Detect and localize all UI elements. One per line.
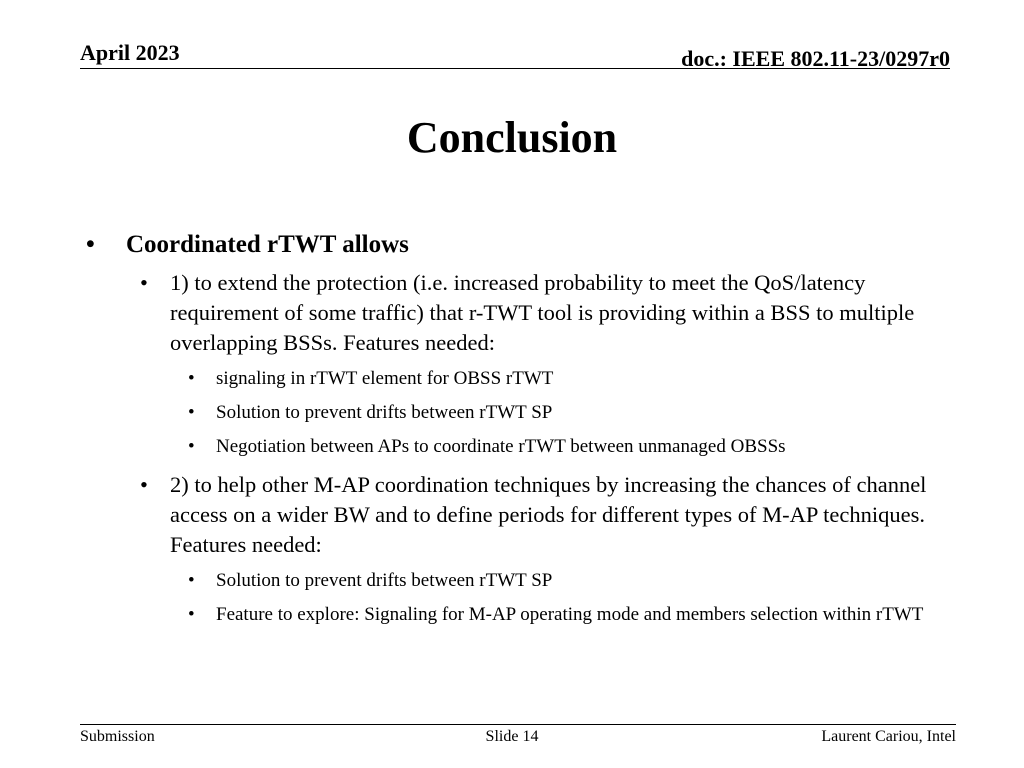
bullet-level3	[188, 568, 946, 594]
bullet-text: signaling in rTWT element for OBSS rTWT	[216, 368, 554, 389]
bullet-dot-icon: •	[140, 270, 148, 295]
slide-content	[86, 228, 946, 628]
bullet-text: Coordinated rTWT allows	[126, 231, 409, 258]
bullet-text: Solution to prevent drifts between rTWT SP	[216, 402, 553, 423]
footer-slide-number: Slide 14	[485, 728, 539, 745]
bullet-dot-icon: •	[188, 402, 195, 423]
bullet-level3	[188, 434, 946, 460]
header-doc-id: doc.: IEEE 802.11-23/0297r0	[681, 46, 950, 71]
bullet-dot-icon: •	[188, 436, 195, 457]
header-rule	[80, 68, 950, 69]
bullet-dot-icon: •	[86, 231, 95, 258]
bullet-dot-icon: •	[188, 368, 195, 389]
slide-title: Conclusion	[406, 113, 618, 162]
bullet-level2-point2	[140, 470, 946, 560]
bullet-dot-icon: •	[188, 604, 195, 625]
bullet-dot-icon: •	[140, 472, 148, 497]
header-date: April 2023	[80, 40, 180, 65]
footer-author: Laurent Cariou, Intel	[821, 728, 956, 745]
bullet-level3	[188, 400, 946, 426]
bullet-text: Negotiation between APs to coordinate rTWT between unmanaged OBSSs	[216, 436, 786, 457]
bullet-text: 1) to extend the protection (i.e. increased probability to meet the QoS/latency requirement of some traffic) that r-TWT tool is providing within a BSS to multiple overlapping BSSs. Features needed:	[170, 270, 915, 355]
bullet-text: Solution to prevent drifts between rTWT SP	[216, 570, 553, 591]
bullet-level1	[86, 228, 946, 262]
bullet-dot-icon: •	[188, 570, 195, 591]
bullet-text: 2) to help other M-AP coordination techniques by increasing the chances of channel access on a wider BW and to define periods for different types of M-AP techniques. Features needed:	[170, 472, 927, 557]
bullet-text: Feature to explore: Signaling for M-AP operating mode and members selection within rTWT	[216, 604, 924, 625]
bullet-level2-point1	[140, 268, 946, 358]
bullet-level3	[188, 602, 946, 628]
footer-rule	[80, 724, 956, 725]
bullet-level3	[188, 366, 946, 392]
footer-submission: Submission	[80, 728, 155, 745]
